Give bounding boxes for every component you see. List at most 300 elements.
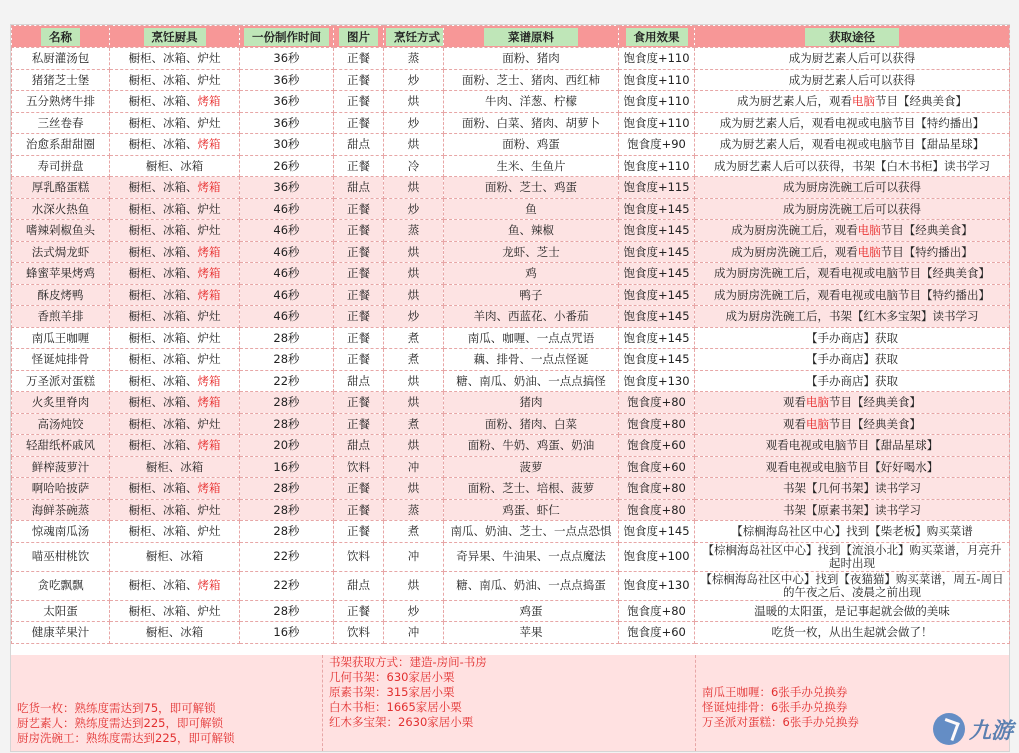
cell-text: 橱柜、冰箱、 <box>128 266 198 281</box>
cell-method: 烘 <box>384 284 444 306</box>
cell-method: 蒸 <box>384 499 444 521</box>
cell-text: 节目【经典美食】 <box>829 395 921 410</box>
cell-source <box>695 112 1010 134</box>
cell-effect: 饱食度+110 <box>619 48 695 70</box>
table-row <box>12 542 1010 571</box>
cell-name: 火炙里脊肉 <box>12 392 110 414</box>
cell-category: 甜点 <box>334 177 384 199</box>
cell-method: 冲 <box>384 456 444 478</box>
cell-text: 橱柜、冰箱、炉灶 <box>128 72 221 87</box>
table-row <box>12 370 1010 392</box>
cell-time: 26秒 <box>240 155 334 177</box>
cell-method: 炒 <box>384 69 444 91</box>
cell-time: 46秒 <box>240 220 334 242</box>
unlock-note: 厨艺素人：熟练度需达到225，即可解锁 <box>17 716 223 730</box>
highlight-text: 烤箱 <box>197 94 221 109</box>
cell-source <box>695 263 1010 285</box>
cell-tools <box>110 306 240 328</box>
cell-text: 观看 <box>783 395 806 410</box>
cell-ingredients: 糖、南瓜、奶油、一点点搞怪 <box>444 370 619 392</box>
recipe-sheet <box>10 24 1010 752</box>
cell-category: 正餐 <box>334 349 384 371</box>
cell-name: 鲜榨菠萝汁 <box>12 456 110 478</box>
cell-text: 橱柜、冰箱、 <box>128 137 198 152</box>
cell-tools <box>110 263 240 285</box>
cell-text: 橱柜、冰箱、 <box>128 438 198 453</box>
cell-effect: 饱食度+60 <box>619 622 695 644</box>
cell-time: 36秒 <box>240 69 334 91</box>
cell-effect: 饱食度+145 <box>619 327 695 349</box>
cell-text: 观看电视或电脑节目【甜品星球】 <box>765 438 939 453</box>
cell-text: 观看电视或电脑节目【好好喝水】 <box>765 459 939 474</box>
cell-method: 烘 <box>384 241 444 263</box>
cell-ingredients: 鸡 <box>444 263 619 285</box>
exchange-note: 万圣派对蛋糕：6张手办兑换券 <box>702 715 859 729</box>
cell-text: 成为厨房洗碗工后可以获得 <box>783 201 921 216</box>
cell-name: 治愈系甜甜圈 <box>12 134 110 156</box>
cell-tools <box>110 91 240 113</box>
cell-ingredients: 面粉、猪肉 <box>444 48 619 70</box>
highlight-text: 电脑 <box>852 94 875 109</box>
cell-text: 节目【经典美食】 <box>875 94 967 109</box>
cell-name: 水深火热鱼 <box>12 198 110 220</box>
cell-text: 橱柜、冰箱、炉灶 <box>128 115 221 130</box>
cell-effect: 饱食度+80 <box>619 499 695 521</box>
highlight-text: 电脑 <box>806 416 829 431</box>
cell-tools <box>110 220 240 242</box>
cell-method: 烘 <box>384 478 444 500</box>
cell-effect: 饱食度+100 <box>619 542 695 571</box>
cell-effect: 饱食度+80 <box>619 600 695 622</box>
cell-source <box>695 220 1010 242</box>
table-row <box>12 69 1010 91</box>
cell-tools <box>110 413 240 435</box>
cell-effect: 饱食度+130 <box>619 571 695 600</box>
cell-tools <box>110 478 240 500</box>
cell-source <box>695 155 1010 177</box>
cell-tools <box>110 177 240 199</box>
header-name: 名称 <box>12 26 110 48</box>
table-row <box>12 521 1010 543</box>
cell-source <box>695 198 1010 220</box>
cell-name: 健康苹果汁 <box>12 622 110 644</box>
header-method: 烹饪方式 <box>384 26 444 48</box>
cell-tools <box>110 499 240 521</box>
cell-text: 书架【几何书架】读书学习 <box>783 481 921 496</box>
shelf-note: 红木多宝架：2630家居小栗 <box>329 715 474 729</box>
highlight-text: 电脑 <box>806 395 829 410</box>
cell-source <box>695 542 1010 571</box>
header-ingredients: 菜谱原料 <box>444 26 619 48</box>
cell-tools <box>110 600 240 622</box>
cell-method: 蒸 <box>384 220 444 242</box>
highlight-text: 烤箱 <box>197 578 221 592</box>
cell-method: 烘 <box>384 177 444 199</box>
cell-method: 冲 <box>384 542 444 571</box>
cell-name: 太阳蛋 <box>12 600 110 622</box>
cell-source <box>695 571 1010 600</box>
table-row <box>12 456 1010 478</box>
cell-source <box>695 349 1010 371</box>
cell-method: 冷 <box>384 155 444 177</box>
table-body <box>12 48 1010 644</box>
cell-text: 成为厨艺素人后，观看电视或电脑节目【甜品星球】 <box>719 137 985 152</box>
cell-source <box>695 435 1010 457</box>
cell-text: 橱柜、冰箱、炉灶 <box>128 223 221 238</box>
header-source: 获取途径 <box>695 26 1010 48</box>
table-row <box>12 48 1010 70</box>
cell-text: 橱柜、冰箱、 <box>128 180 198 195</box>
cell-text: 温暖的太阳蛋，是记事起就会做的美味 <box>754 603 950 618</box>
table-row <box>12 198 1010 220</box>
table-row <box>12 91 1010 113</box>
cell-name: 南瓜王咖喱 <box>12 327 110 349</box>
cell-time: 28秒 <box>240 600 334 622</box>
header-effect: 食用效果 <box>619 26 695 48</box>
cell-method: 烘 <box>384 435 444 457</box>
cell-category: 正餐 <box>334 91 384 113</box>
header-tools: 烹饪厨具 <box>110 26 240 48</box>
cell-name: 贪吃飘飘 <box>12 571 110 600</box>
cell-method: 炒 <box>384 600 444 622</box>
cell-effect: 饱食度+115 <box>619 177 695 199</box>
cell-text: 成为厨艺素人后，观看电视或电脑节目【特约播出】 <box>719 115 985 130</box>
cell-ingredients: 奇异果、牛油果、一点点魔法 <box>444 542 619 571</box>
table-row <box>12 112 1010 134</box>
cell-name: 猪猪芝士堡 <box>12 69 110 91</box>
cell-source <box>695 48 1010 70</box>
cell-category: 甜点 <box>334 134 384 156</box>
cell-ingredients: 面粉、鸡蛋 <box>444 134 619 156</box>
table-row <box>12 622 1010 644</box>
cell-method: 冲 <box>384 622 444 644</box>
cell-ingredients: 鸭子 <box>444 284 619 306</box>
cell-effect: 饱食度+110 <box>619 69 695 91</box>
table-row <box>12 134 1010 156</box>
cell-category: 甜点 <box>334 435 384 457</box>
cell-effect: 饱食度+145 <box>619 220 695 242</box>
cell-text: 【棕榈海岛社区中心】找到【柴老板】购买菜谱 <box>731 524 973 539</box>
cell-text: 橱柜、冰箱 <box>145 549 204 563</box>
cell-name: 酥皮烤鸭 <box>12 284 110 306</box>
cell-category: 正餐 <box>334 327 384 349</box>
cell-text: 橱柜、冰箱、 <box>128 578 198 592</box>
cell-ingredients: 面粉、牛奶、鸡蛋、奶油 <box>444 435 619 457</box>
cell-tools <box>110 542 240 571</box>
cell-time: 46秒 <box>240 198 334 220</box>
cell-tools <box>110 69 240 91</box>
cell-text: 橱柜、冰箱、 <box>128 481 198 496</box>
watermark <box>893 709 1013 749</box>
cell-text: 成为厨房洗碗工后，观看电视或电脑节目【经典美食】 <box>714 266 990 281</box>
cell-time: 46秒 <box>240 284 334 306</box>
cell-time: 46秒 <box>240 263 334 285</box>
cell-source <box>695 499 1010 521</box>
footer-notes <box>11 655 1009 751</box>
cell-text: 橱柜、冰箱、炉灶 <box>128 416 221 431</box>
cell-name: 法式焗龙虾 <box>12 241 110 263</box>
unlock-note: 厨房洗碗工：熟练度需达到225，即可解锁 <box>17 731 235 745</box>
cell-time: 36秒 <box>240 112 334 134</box>
cell-tools <box>110 456 240 478</box>
cell-category: 饮料 <box>334 622 384 644</box>
cell-method: 烘 <box>384 370 444 392</box>
cell-ingredients: 羊肉、西蓝花、小番茄 <box>444 306 619 328</box>
cell-name: 海鲜茶碗蒸 <box>12 499 110 521</box>
cell-text: 橱柜、冰箱、 <box>128 94 198 109</box>
cell-text: 橱柜、冰箱、炉灶 <box>128 309 221 324</box>
table-row <box>12 571 1010 600</box>
highlight-text: 烤箱 <box>197 395 221 410</box>
table-row <box>12 177 1010 199</box>
cell-tools <box>110 622 240 644</box>
cell-effect: 饱食度+145 <box>619 263 695 285</box>
cell-source <box>695 327 1010 349</box>
table-row <box>12 155 1010 177</box>
cell-text: 橱柜、冰箱 <box>145 158 204 173</box>
highlight-text: 烤箱 <box>197 266 221 281</box>
cell-text: 橱柜、冰箱、炉灶 <box>128 51 221 66</box>
cell-method: 烘 <box>384 392 444 414</box>
cell-source <box>695 177 1010 199</box>
cell-method: 蒸 <box>384 48 444 70</box>
cell-tools <box>110 198 240 220</box>
cell-time: 28秒 <box>240 521 334 543</box>
cell-text: 书架【原素书架】读书学习 <box>783 502 921 517</box>
cell-tools <box>110 370 240 392</box>
cell-source <box>695 241 1010 263</box>
cell-method: 炒 <box>384 198 444 220</box>
cell-text: 节目【经典美食】 <box>880 223 973 238</box>
cell-text: 橱柜、冰箱、 <box>128 244 198 259</box>
table-row <box>12 327 1010 349</box>
cell-source <box>695 370 1010 392</box>
cell-tools <box>110 571 240 600</box>
cell-category: 正餐 <box>334 198 384 220</box>
cell-time: 16秒 <box>240 456 334 478</box>
cell-category: 正餐 <box>334 413 384 435</box>
cell-category: 正餐 <box>334 521 384 543</box>
cell-tools <box>110 435 240 457</box>
cell-effect: 饱食度+60 <box>619 435 695 457</box>
highlight-text: 烤箱 <box>197 373 221 388</box>
cell-category: 正餐 <box>334 600 384 622</box>
cell-category: 正餐 <box>334 69 384 91</box>
cell-category: 正餐 <box>334 112 384 134</box>
shelf-note: 原素书架：315家居小栗 <box>329 685 455 699</box>
table-row <box>12 349 1010 371</box>
cell-category: 甜点 <box>334 370 384 392</box>
highlight-text: 烤箱 <box>197 287 221 302</box>
cell-source <box>695 456 1010 478</box>
cell-text: 橱柜、冰箱 <box>145 625 204 640</box>
cell-name: 三丝卷春 <box>12 112 110 134</box>
table-row <box>12 220 1010 242</box>
cell-effect: 饱食度+90 <box>619 134 695 156</box>
highlight-text: 烤箱 <box>197 137 221 152</box>
cell-name: 香煎羊排 <box>12 306 110 328</box>
cell-ingredients: 龙虾、芝士 <box>444 241 619 263</box>
cell-ingredients: 南瓜、咖喱、一点点咒语 <box>444 327 619 349</box>
shelf-title: 书架获取方式：建造-房间-书房 <box>329 655 487 669</box>
cell-source <box>695 91 1010 113</box>
cell-category: 饮料 <box>334 542 384 571</box>
cell-ingredients: 面粉、猪肉、白菜 <box>444 413 619 435</box>
table-row <box>12 499 1010 521</box>
cell-time: 36秒 <box>240 48 334 70</box>
cell-text: 观看 <box>783 416 806 431</box>
table-row <box>12 478 1010 500</box>
cell-name: 万圣派对蛋糕 <box>12 370 110 392</box>
cell-source <box>695 69 1010 91</box>
table-row <box>12 263 1010 285</box>
cell-ingredients: 面粉、芝士、鸡蛋 <box>444 177 619 199</box>
table-header-row <box>12 26 1010 48</box>
cell-category: 正餐 <box>334 48 384 70</box>
cell-tools <box>110 112 240 134</box>
cell-text: 成为厨艺素人后可以获得，书架【白木书柜】读书学习 <box>714 158 990 173</box>
cell-effect: 饱食度+80 <box>619 478 695 500</box>
cell-category: 正餐 <box>334 284 384 306</box>
cell-category: 正餐 <box>334 478 384 500</box>
cell-tools <box>110 155 240 177</box>
cell-category: 甜点 <box>334 571 384 600</box>
shelf-note: 白木书柜：1665家居小栗 <box>329 700 462 714</box>
table-row <box>12 392 1010 414</box>
cell-source <box>695 600 1010 622</box>
cell-method: 煮 <box>384 327 444 349</box>
cell-tools <box>110 241 240 263</box>
cell-time: 28秒 <box>240 478 334 500</box>
cell-time: 30秒 <box>240 134 334 156</box>
cell-name: 嗜辣剁椒鱼头 <box>12 220 110 242</box>
cell-effect: 饱食度+145 <box>619 521 695 543</box>
cell-source <box>695 392 1010 414</box>
cell-name: 喵巫柑桃饮 <box>12 542 110 571</box>
watermark-text: 九游 <box>968 718 1013 744</box>
cell-tools <box>110 284 240 306</box>
unlock-note: 吃货一枚：熟练度需达到75，即可解锁 <box>17 701 216 715</box>
cell-text: 成为厨艺素人后，观看 <box>737 94 852 109</box>
cell-text: 成为厨房洗碗工后，观看 <box>731 223 858 238</box>
cell-source <box>695 306 1010 328</box>
cell-time: 22秒 <box>240 370 334 392</box>
cell-tools <box>110 48 240 70</box>
cell-name: 轻甜纸杯戚风 <box>12 435 110 457</box>
cell-name: 怪诞炖排骨 <box>12 349 110 371</box>
table-row <box>12 413 1010 435</box>
cell-ingredients: 猪肉 <box>444 392 619 414</box>
cell-method: 煮 <box>384 521 444 543</box>
cell-method: 炒 <box>384 306 444 328</box>
cell-name: 寿司拼盘 <box>12 155 110 177</box>
cell-source <box>695 284 1010 306</box>
cell-text: 成为厨艺素人后可以获得 <box>788 51 916 66</box>
cell-effect: 饱食度+60 <box>619 456 695 478</box>
cell-effect: 饱食度+80 <box>619 392 695 414</box>
cell-method: 烘 <box>384 91 444 113</box>
cell-ingredients: 生米、生鱼片 <box>444 155 619 177</box>
cell-ingredients: 鸡蛋、虾仁 <box>444 499 619 521</box>
cell-name: 五分熟烤牛排 <box>12 91 110 113</box>
cell-category: 正餐 <box>334 155 384 177</box>
cell-source <box>695 478 1010 500</box>
cell-time: 20秒 <box>240 435 334 457</box>
cell-ingredients: 藕、排骨、一点点怪诞 <box>444 349 619 371</box>
recipe-table <box>11 25 1010 644</box>
cell-effect: 饱食度+145 <box>619 306 695 328</box>
cell-time: 16秒 <box>240 622 334 644</box>
table-row <box>12 600 1010 622</box>
cell-ingredients: 牛肉、洋葱、柠檬 <box>444 91 619 113</box>
cell-time: 28秒 <box>240 499 334 521</box>
cell-text: 【棕榈海岛社区中心】找到【夜猫猫】购买菜谱，周五-周日的午夜之后、凌晨之前出现 <box>700 571 1004 599</box>
cell-text: 橱柜、冰箱、 <box>128 395 198 410</box>
cell-ingredients: 面粉、芝士、培根、菠萝 <box>444 478 619 500</box>
cell-method: 煮 <box>384 349 444 371</box>
cell-time: 22秒 <box>240 542 334 571</box>
cell-ingredients: 苹果 <box>444 622 619 644</box>
header-image: 图片 <box>334 26 384 48</box>
cell-text: 橱柜、冰箱、炉灶 <box>128 603 221 618</box>
cell-text: 【手办商店】获取 <box>806 373 898 388</box>
exchange-note: 南瓜王咖喱：6张手办兑换券 <box>702 685 848 699</box>
cell-time: 28秒 <box>240 349 334 371</box>
cell-text: 【棕榈海岛社区中心】找到【流浪小北】购买菜谱，月亮升起时出现 <box>702 542 1002 570</box>
cell-time: 22秒 <box>240 571 334 600</box>
table-row <box>12 306 1010 328</box>
cell-text: 橱柜、冰箱、炉灶 <box>128 524 221 539</box>
cell-text: 【手办商店】获取 <box>806 330 898 345</box>
cell-source <box>695 413 1010 435</box>
shelf-notes <box>323 655 696 751</box>
cell-name: 厚乳酪蛋糕 <box>12 177 110 199</box>
unlock-notes <box>11 655 323 751</box>
header-time: 一份制作时间 <box>240 26 334 48</box>
cell-text: 成为厨房洗碗工后，观看 <box>731 244 858 259</box>
cell-effect: 饱食度+145 <box>619 241 695 263</box>
table-row <box>12 241 1010 263</box>
cell-category: 正餐 <box>334 241 384 263</box>
cell-text: 橱柜、冰箱、炉灶 <box>128 201 221 216</box>
highlight-text: 烤箱 <box>197 438 221 453</box>
cell-name: 蜂蜜苹果烤鸡 <box>12 263 110 285</box>
cell-text: 【手办商店】获取 <box>806 352 898 367</box>
cell-method: 煮 <box>384 413 444 435</box>
cell-tools <box>110 392 240 414</box>
cell-category: 正餐 <box>334 306 384 328</box>
jiuyou-logo-icon <box>933 713 965 745</box>
cell-ingredients: 鸡蛋 <box>444 600 619 622</box>
cell-method: 烘 <box>384 263 444 285</box>
cell-name: 啊哈哈披萨 <box>12 478 110 500</box>
cell-method: 烘 <box>384 134 444 156</box>
cell-name: 私厨灌汤包 <box>12 48 110 70</box>
cell-text: 橱柜、冰箱、 <box>128 287 198 302</box>
cell-effect: 饱食度+110 <box>619 112 695 134</box>
highlight-text: 电脑 <box>857 223 881 238</box>
cell-source <box>695 521 1010 543</box>
cell-effect: 饱食度+80 <box>619 413 695 435</box>
highlight-text: 电脑 <box>857 244 881 259</box>
cell-ingredients: 鱼、辣椒 <box>444 220 619 242</box>
cell-method: 炒 <box>384 112 444 134</box>
cell-tools <box>110 327 240 349</box>
cell-category: 正餐 <box>334 392 384 414</box>
cell-text: 成为厨艺素人后可以获得 <box>788 72 916 87</box>
cell-ingredients: 面粉、白菜、猪肉、胡萝卜 <box>444 112 619 134</box>
cell-category: 正餐 <box>334 263 384 285</box>
